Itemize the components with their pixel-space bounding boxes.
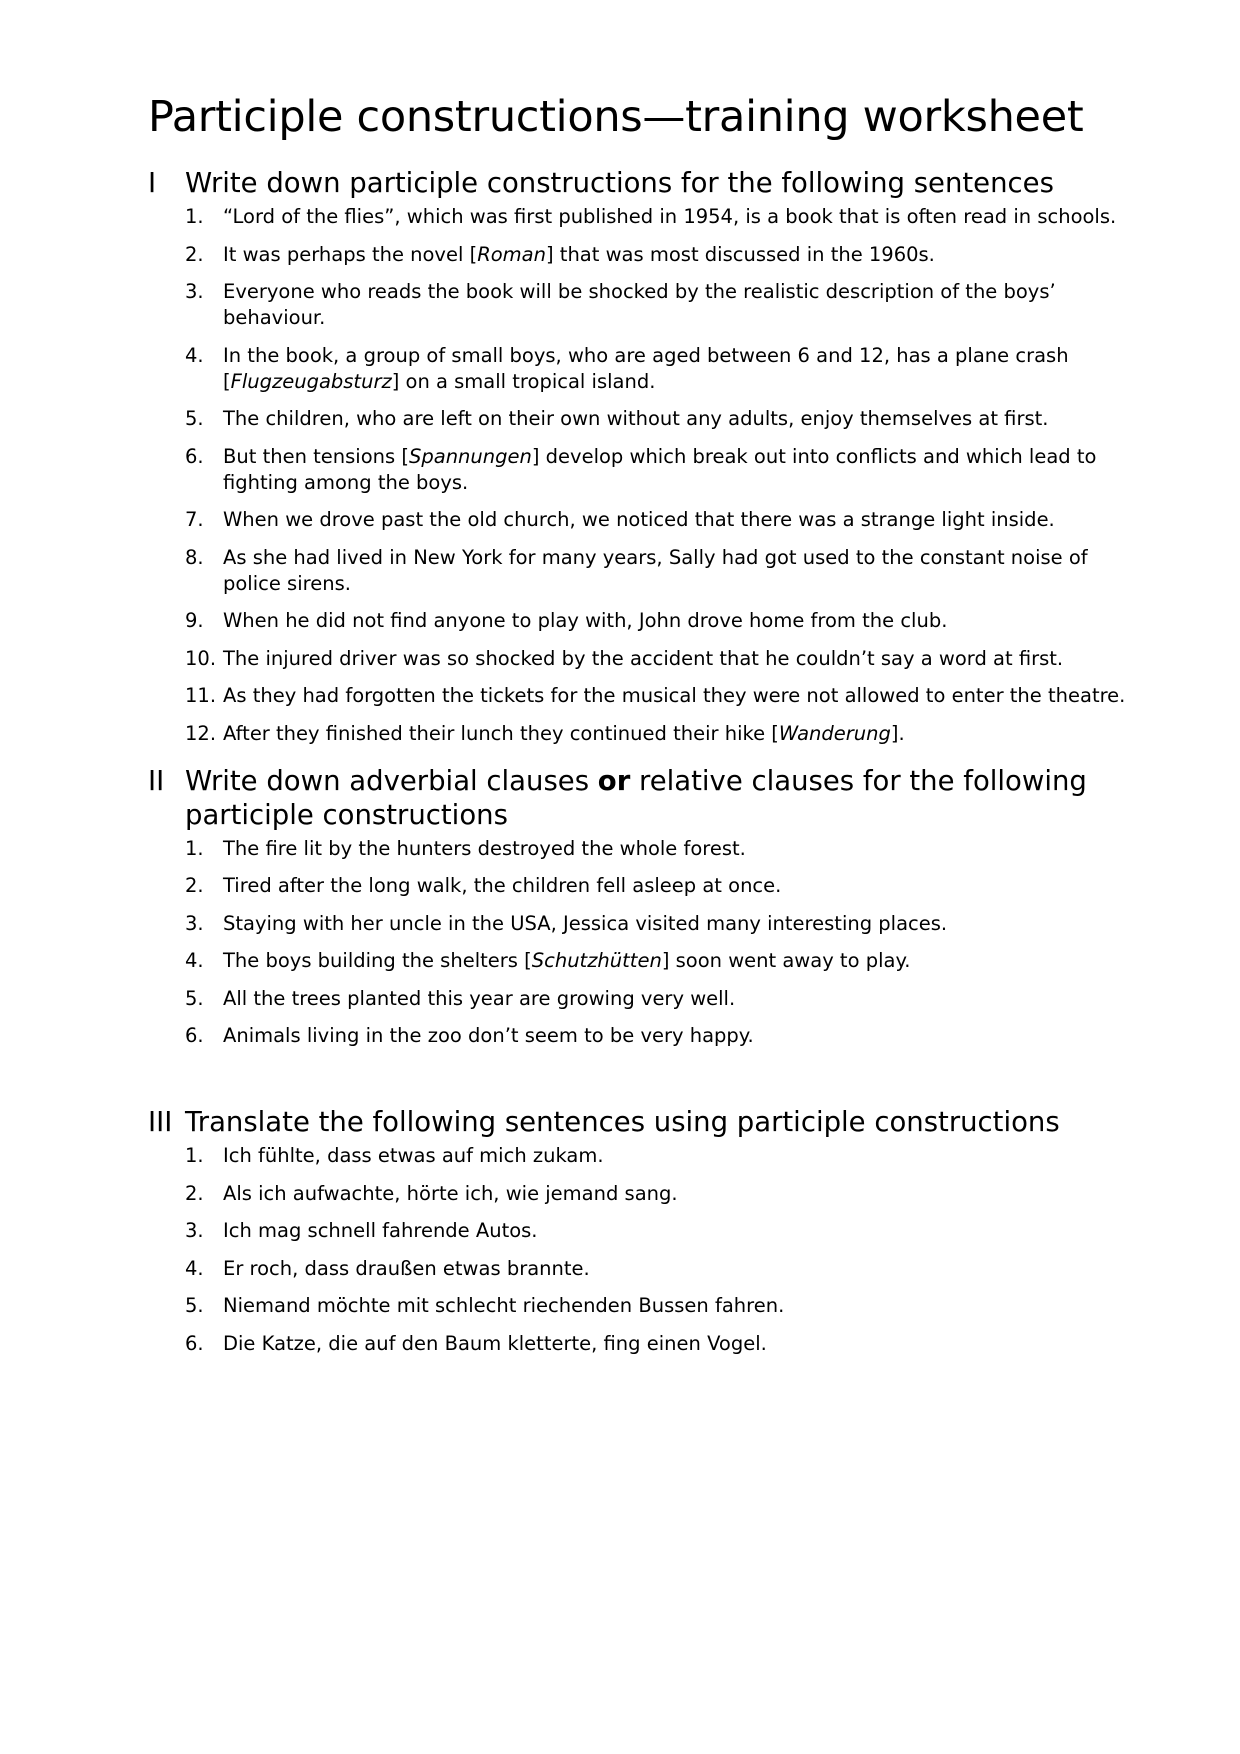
item-number: 5. (185, 407, 204, 430)
list-item (185, 836, 1128, 862)
item-text: Die Katze, die auf den Baum kletterte, fing einen Vogel. (223, 1331, 767, 1355)
item-number: 4. (185, 343, 204, 367)
exercise-list (148, 836, 1128, 1050)
item-text: Ich fühlte, dass etwas auf mich zukam. (223, 1144, 604, 1167)
list-item (185, 608, 1128, 634)
item-text: As she had lived in New York for many years, Sally had got used to the constant noise of police sirens. (223, 545, 1088, 595)
item-text-part: But then tensions [ (223, 444, 409, 468)
section-heading (148, 166, 1128, 200)
list-item (185, 986, 1128, 1012)
item-text: Ich mag schnell fahrende Autos. (223, 1219, 538, 1242)
list-item (185, 683, 1128, 709)
item-number: 10. (185, 646, 217, 670)
heading-text-part: relative clauses for the following participle constructions (185, 764, 1087, 831)
item-text: Animals living in the zoo don’t seem to be very happy. (223, 1024, 754, 1047)
exercise-list (148, 1143, 1128, 1357)
list-item (185, 279, 1128, 331)
item-text: The children, who are left on their own without any adults, enjoy themselves at first. (223, 407, 1049, 430)
section-number: I (148, 167, 157, 199)
item-text: As they had forgotten the tickets for the musical they were not allowed to enter the theatre. (223, 684, 1126, 707)
list-item (185, 1143, 1128, 1169)
item-number: 5. (185, 1294, 204, 1317)
list-item (185, 646, 1128, 672)
item-number: 7. (185, 508, 204, 531)
item-number: 5. (185, 986, 204, 1010)
section-1 (148, 166, 1128, 747)
item-number: 6. (185, 444, 204, 468)
item-text: “Lord of the flies”, which was first published in 1954, is a book that is often read in schools. (223, 205, 1117, 228)
list-item (185, 911, 1128, 937)
item-text: Staying with her uncle in the USA, Jessica visited many interesting places. (223, 911, 948, 935)
section-heading-text: Translate the following sentences using participle constructions (185, 1106, 1060, 1138)
item-text (223, 242, 1128, 268)
section-number: III (148, 1106, 173, 1138)
item-number: 6. (185, 1331, 204, 1355)
item-text: Niemand möchte mit schlecht riechenden Bussen fahren. (223, 1294, 785, 1317)
item-text: The fire lit by the hunters destroyed the whole forest. (223, 836, 746, 860)
item-text-part: ] soon went away to play. (661, 949, 911, 972)
item-number: 3. (185, 911, 204, 935)
list-item (185, 242, 1128, 268)
list-item (185, 507, 1128, 533)
section-heading-text (185, 764, 1128, 832)
heading-text-part: Write down adverbial clauses (185, 764, 598, 797)
item-number: 9. (185, 609, 204, 632)
german-hint: Roman (477, 242, 546, 266)
item-number: 3. (185, 280, 204, 303)
item-number: 3. (185, 1219, 204, 1242)
list-item (185, 204, 1128, 230)
item-text: Everyone who reads the book will be shocked by the realistic description of the boys’ behaviour. (223, 280, 1056, 329)
list-item (185, 721, 1128, 747)
heading-emphasis: or (597, 764, 631, 797)
item-number: 4. (185, 1256, 204, 1280)
item-text: Tired after the long walk, the children fell asleep at once. (223, 874, 782, 897)
item-text-part: It was perhaps the novel [ (223, 242, 478, 266)
item-text-part: After they finished their lunch they continued their hike [ (223, 721, 779, 745)
item-number: 11. (185, 684, 217, 707)
exercise-list (148, 204, 1128, 747)
list-item (185, 444, 1128, 496)
section-heading (148, 764, 1128, 832)
item-text-part: ] on a small tropical island. (391, 369, 656, 393)
list-item (185, 873, 1128, 899)
item-number: 1. (185, 836, 204, 860)
item-text (223, 948, 1128, 974)
list-item (185, 1293, 1128, 1319)
list-item (185, 948, 1128, 974)
item-text: All the trees planted this year are growing very well. (223, 986, 736, 1010)
item-text: When we drove past the old church, we noticed that there was a strange light inside. (223, 508, 1055, 531)
item-number: 8. (185, 545, 204, 569)
item-text-part: ]. (890, 721, 905, 745)
item-text-part: ] that was most discussed in the 1960s. (546, 242, 935, 266)
german-hint: Flugzeugabsturz (230, 369, 392, 393)
german-hint: Spannungen (408, 444, 532, 468)
list-item (185, 343, 1128, 395)
section-3 (148, 1105, 1128, 1357)
list-item (185, 1256, 1128, 1282)
list-item (185, 1331, 1128, 1357)
item-number: 2. (185, 874, 204, 897)
list-item (185, 545, 1128, 597)
list-item (185, 406, 1128, 432)
item-text: Als ich aufwachte, hörte ich, wie jemand sang. (223, 1181, 678, 1205)
item-number: 1. (185, 205, 204, 228)
item-number: 1. (185, 1144, 204, 1167)
item-text: When he did not find anyone to play with, John drove home from the club. (223, 609, 948, 632)
list-item (185, 1023, 1128, 1049)
item-number: 2. (185, 1181, 204, 1205)
german-hint: Schutzhütten (531, 949, 662, 972)
item-number: 6. (185, 1024, 204, 1047)
item-text (223, 721, 1128, 747)
section-2 (148, 764, 1128, 1050)
item-text (223, 343, 1128, 395)
list-item (185, 1218, 1128, 1244)
page-title: Participle constructions—training worksheet (148, 92, 1084, 142)
german-hint: Wanderung (778, 721, 891, 745)
section-number: II (148, 764, 165, 797)
item-number: 2. (185, 242, 204, 266)
item-text-part: In the book, a group of small boys, who are aged between 6 and 12, has a plane crash [ (223, 343, 1069, 393)
section-heading (148, 1105, 1128, 1139)
item-text (223, 444, 1128, 496)
item-number: 4. (185, 949, 204, 972)
item-text-part: The boys building the shelters [ (223, 949, 532, 972)
section-heading-text: Write down participle constructions for the following sentences (185, 167, 1054, 199)
item-text-part: ] develop which break out into conflicts and which lead to fighting among the boys. (223, 444, 1097, 494)
list-item (185, 1181, 1128, 1207)
item-text: Er roch, dass draußen etwas brannte. (223, 1256, 590, 1280)
item-number: 12. (185, 721, 217, 745)
worksheet-page (148, 82, 1128, 1368)
item-text: The injured driver was so shocked by the accident that he couldn’t say a word at first. (223, 646, 1064, 670)
